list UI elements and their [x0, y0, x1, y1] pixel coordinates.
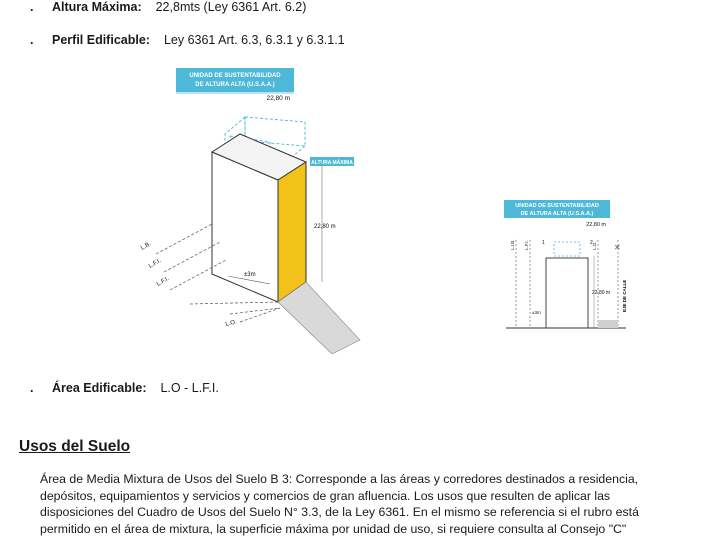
usaa-label-line1: UNIDAD DE SUSTENTABILIDAD: [189, 73, 281, 79]
altura-maxima-label: Altura Máxima:: [52, 0, 142, 14]
max-height-tag: ALTURA MÁXIMA: [311, 159, 353, 166]
paragraph-line: permitido en el área de mixtura, la superficie máxima por unidad de uso, si requiere consulta al Consejo "C": [40, 521, 716, 537]
altura-maxima-value: 22,8mts (Ley 6361 Art. 6.2): [156, 0, 307, 14]
paragraph-line: Área de Media Mixtura de Usos del Suelo B 3: Corresponde a las áreas y corredores destinados a residencia,: [40, 471, 716, 488]
lfi-label: L.F.I.: [148, 258, 163, 270]
usaa-label-box: [176, 68, 294, 92]
lfi-label-2: L.F.I.: [156, 276, 171, 288]
usaa-dashed-volume: [554, 242, 580, 256]
bullet-dot: .: [30, 0, 52, 14]
altura-maxima-row: [30, 0, 306, 14]
usaa-label-line1: UNIDAD DE SUSTENTABILIDAD: [515, 203, 599, 209]
axis-label: EJE DE CALLE: [622, 280, 627, 312]
building-section-figure: [502, 200, 632, 340]
max-height-face: [278, 162, 306, 302]
lib-label: L.I.B.: [510, 239, 515, 250]
paragraph-line: depósitos, equipamientos y servicios y comercios de gran afluencia. Los usos que resulten de aplicar las: [40, 488, 716, 505]
usos-del-suelo-paragraph: [40, 471, 716, 537]
usos-del-suelo-heading: Usos del Suelo: [19, 438, 130, 456]
setback-label: ±3m: [244, 272, 256, 278]
paragraph-line: disposiciones del Cuadro de Usos del Suelo N° 3.3, de la Ley 6361. En el mismo se referencia si el rubro está: [40, 504, 716, 521]
lb-label: L.B.: [140, 241, 153, 252]
bullet-dot: .: [30, 33, 52, 47]
perfil-edificable-value: Ley 6361 Art. 6.3, 6.3.1 y 6.3.1.1: [164, 33, 345, 47]
area-edificable-label: Área Edificable:: [52, 381, 146, 395]
usaa-label-line2: DE ALTURA ALTA (U.S.A.A.): [195, 82, 274, 88]
sidewalk-section: [598, 320, 618, 328]
perfil-edificable-row: [30, 33, 345, 47]
area-edificable-row: [30, 381, 219, 395]
building-profile-3d-figure: [130, 64, 370, 354]
ratio-1: 1: [542, 240, 545, 246]
lo-label: L.O.: [592, 241, 597, 250]
setback-label: ±3m: [532, 310, 541, 315]
building-section-body: [546, 258, 588, 328]
ratio-2: 2: [590, 240, 593, 246]
area-edificable-value: L.O - L.F.I.: [160, 381, 218, 395]
height-dim-label: 22,80 m: [314, 224, 336, 230]
street-axis-marker: ✕: [614, 243, 621, 252]
lo-label: L.O.: [225, 319, 238, 328]
usaa-label-line2: DE ALTURA ALTA (U.S.A.A.): [521, 211, 594, 217]
height-dim-label: 22,80 m: [592, 290, 610, 296]
bullet-dot: .: [30, 381, 52, 395]
usaa-height-label: 22,80 m: [267, 95, 291, 102]
lfi-label: L.F.I.: [524, 240, 529, 250]
perfil-edificable-label: Perfil Edificable:: [52, 33, 150, 47]
usaa-height-label: 22,80 m: [586, 222, 606, 228]
